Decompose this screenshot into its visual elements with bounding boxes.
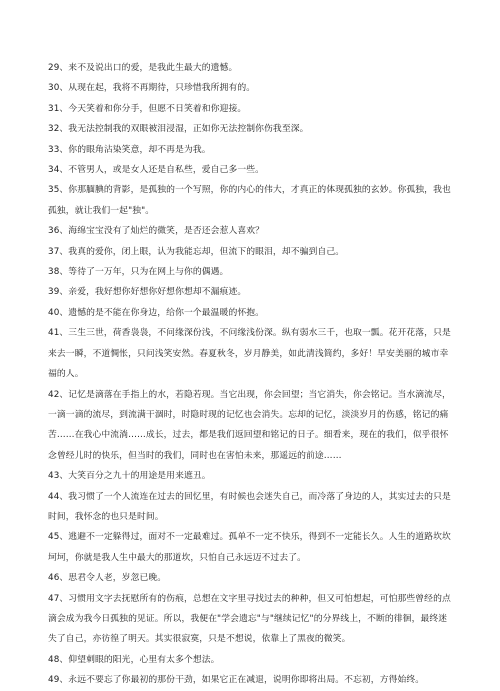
item-text: 、来不及说出口的爱，是我此生最大的遗憾。 (59, 63, 238, 73)
item-text: 、你那腼腆的背影，是孤独的一个写照，你的内心的伟大，才真正的体现孤独的玄妙。你孤独，我也孤独，就让我们一起"独"。 (48, 185, 451, 216)
list-item (0, 160, 500, 180)
item-text: 、记忆是滴落在手指上的水，若隐若现。当它出现，你会回望；当它消失，你会铭记。当水滴流尽，一滴一滴的流尽，到流满干涸时，时隐时现的记忆也会消失。忘却的记忆，淡淡岁月的伤感，铭记的痛苦……在我心中流淌……成长，过去，都是我们返回望和铭记的日子。细看来，现在的我们，似乎很怀念曾经儿时的快乐，但当时的我们，同时也在害怕未来，那遥远的前途…… (48, 389, 451, 461)
list-item (0, 303, 500, 323)
item-number: 44 (48, 491, 60, 502)
item-number: 31 (48, 103, 60, 114)
item-number: 40 (48, 307, 60, 318)
item-text: 、大笑百分之九十的用途是用来遮丑。 (59, 471, 211, 482)
list-item (0, 589, 500, 650)
item-number: 46 (48, 573, 60, 584)
list-item (0, 568, 500, 588)
item-number: 37 (48, 246, 60, 257)
item-text: 、我真的爱你，闭上眼，认为我能忘却，但流下的眼泪，却不骗到自己。 (59, 246, 345, 257)
item-number: 47 (48, 593, 60, 604)
item-text: 、三生三世，荷香袅袅，不问缘深份浅，不问缘浅份深。纵有弱水三千，也取一瓢。花开花落，只是来去一瞬，不道惆怅，只问浅笑安然。春夏秋冬，岁月静美，如此清浅简约，多好！早安美丽的城市幸福的人。 (48, 328, 451, 380)
item-number: 38 (48, 267, 60, 278)
item-text: 、海绵宝宝没有了灿烂的微笑，是否还会惹人喜欢？ (59, 226, 265, 237)
list-item (0, 650, 500, 670)
list-item (0, 466, 500, 486)
item-number: 29 (48, 63, 60, 73)
item-text: 、遗憾的是不能在你身边，给你一个最温暖的怀抱。 (59, 307, 265, 318)
item-number: 43 (48, 471, 60, 482)
item-text: 、习惯用文字去抚慰所有的伤痕，总想在文字里寻找过去的种种，但又可怕想起，可怕那些曾经的点滴会成为我今日孤独的见证。所以，我便在"学会遗忘"与"继续记忆"的分界线上，不断的徘徊，最终迷失了自己，亦彷徨了明天。其实很寂寞，只是不想说，依靠上了黑夜的微笑。 (48, 593, 451, 645)
item-text: 、永远不要忘了你最初的那份干劲，如果它正在减退，说明你即将出局。不忘初，方得始终。 (59, 675, 425, 686)
item-number: 35 (48, 185, 60, 196)
item-text: 、仰望刺眼的阳光，心里有太多个想法。 (59, 654, 220, 665)
item-text: 、从现在起，我将不再期待，只珍惜我所拥有的。 (59, 83, 256, 94)
list-item (0, 670, 500, 690)
item-text: 、等待了一万年，只为在网上与你的偶遇。 (59, 267, 229, 278)
item-text: 、不管男人，或是女人还是自私些，爱自己多一些。 (59, 165, 265, 176)
list-item (0, 180, 500, 221)
list-item (0, 282, 500, 302)
item-text: 、逃避不一定躲得过，面对不一定最难过。孤单不一定不快乐，得到不一定能长久。人生的道路坎坎坷坷，你就是我人生中最大的那道坎，只怕自己永远迈不过去了。 (48, 532, 451, 563)
item-number: 48 (48, 654, 60, 665)
item-number: 36 (48, 226, 60, 237)
item-number: 30 (48, 83, 60, 94)
list-item (0, 242, 500, 262)
item-text: 、今天笑着和你分手，但愿不日笑着和你迎接。 (59, 103, 247, 114)
list-item (0, 385, 500, 467)
list-item (0, 487, 500, 528)
item-number: 32 (48, 124, 60, 135)
item-text: 、你的眼角沾染笑意，却不再是为我。 (59, 144, 211, 155)
item-number: 41 (48, 328, 60, 339)
item-text: 、我无法控制我的双眼被泪浸湿，正如你无法控制你伤我至深。 (59, 124, 309, 135)
list-item (0, 323, 500, 384)
list-item (0, 99, 500, 119)
item-number: 34 (48, 165, 60, 176)
item-number: 39 (48, 287, 60, 298)
item-text: 、我习惯了一个人流连在过去的回忆里，有时候也会迷失自己，而冷落了身边的人，其实过去的只是时间，我怀念的也只是时间。 (48, 491, 451, 522)
item-number: 33 (48, 144, 60, 155)
item-text: 、亲爱，我好想你好想你好想你想却不漏痕迹。 (59, 287, 247, 298)
list-item (0, 119, 500, 139)
list-item (0, 58, 500, 78)
item-text: 、思君令人老，岁忽已晚。 (59, 573, 167, 584)
list-item (0, 78, 500, 98)
list-item (0, 262, 500, 282)
item-number: 49 (48, 675, 60, 686)
item-number: 42 (48, 389, 60, 400)
list-item (0, 527, 500, 568)
list-item (0, 221, 500, 241)
item-number: 45 (48, 532, 60, 543)
list-item (0, 140, 500, 160)
